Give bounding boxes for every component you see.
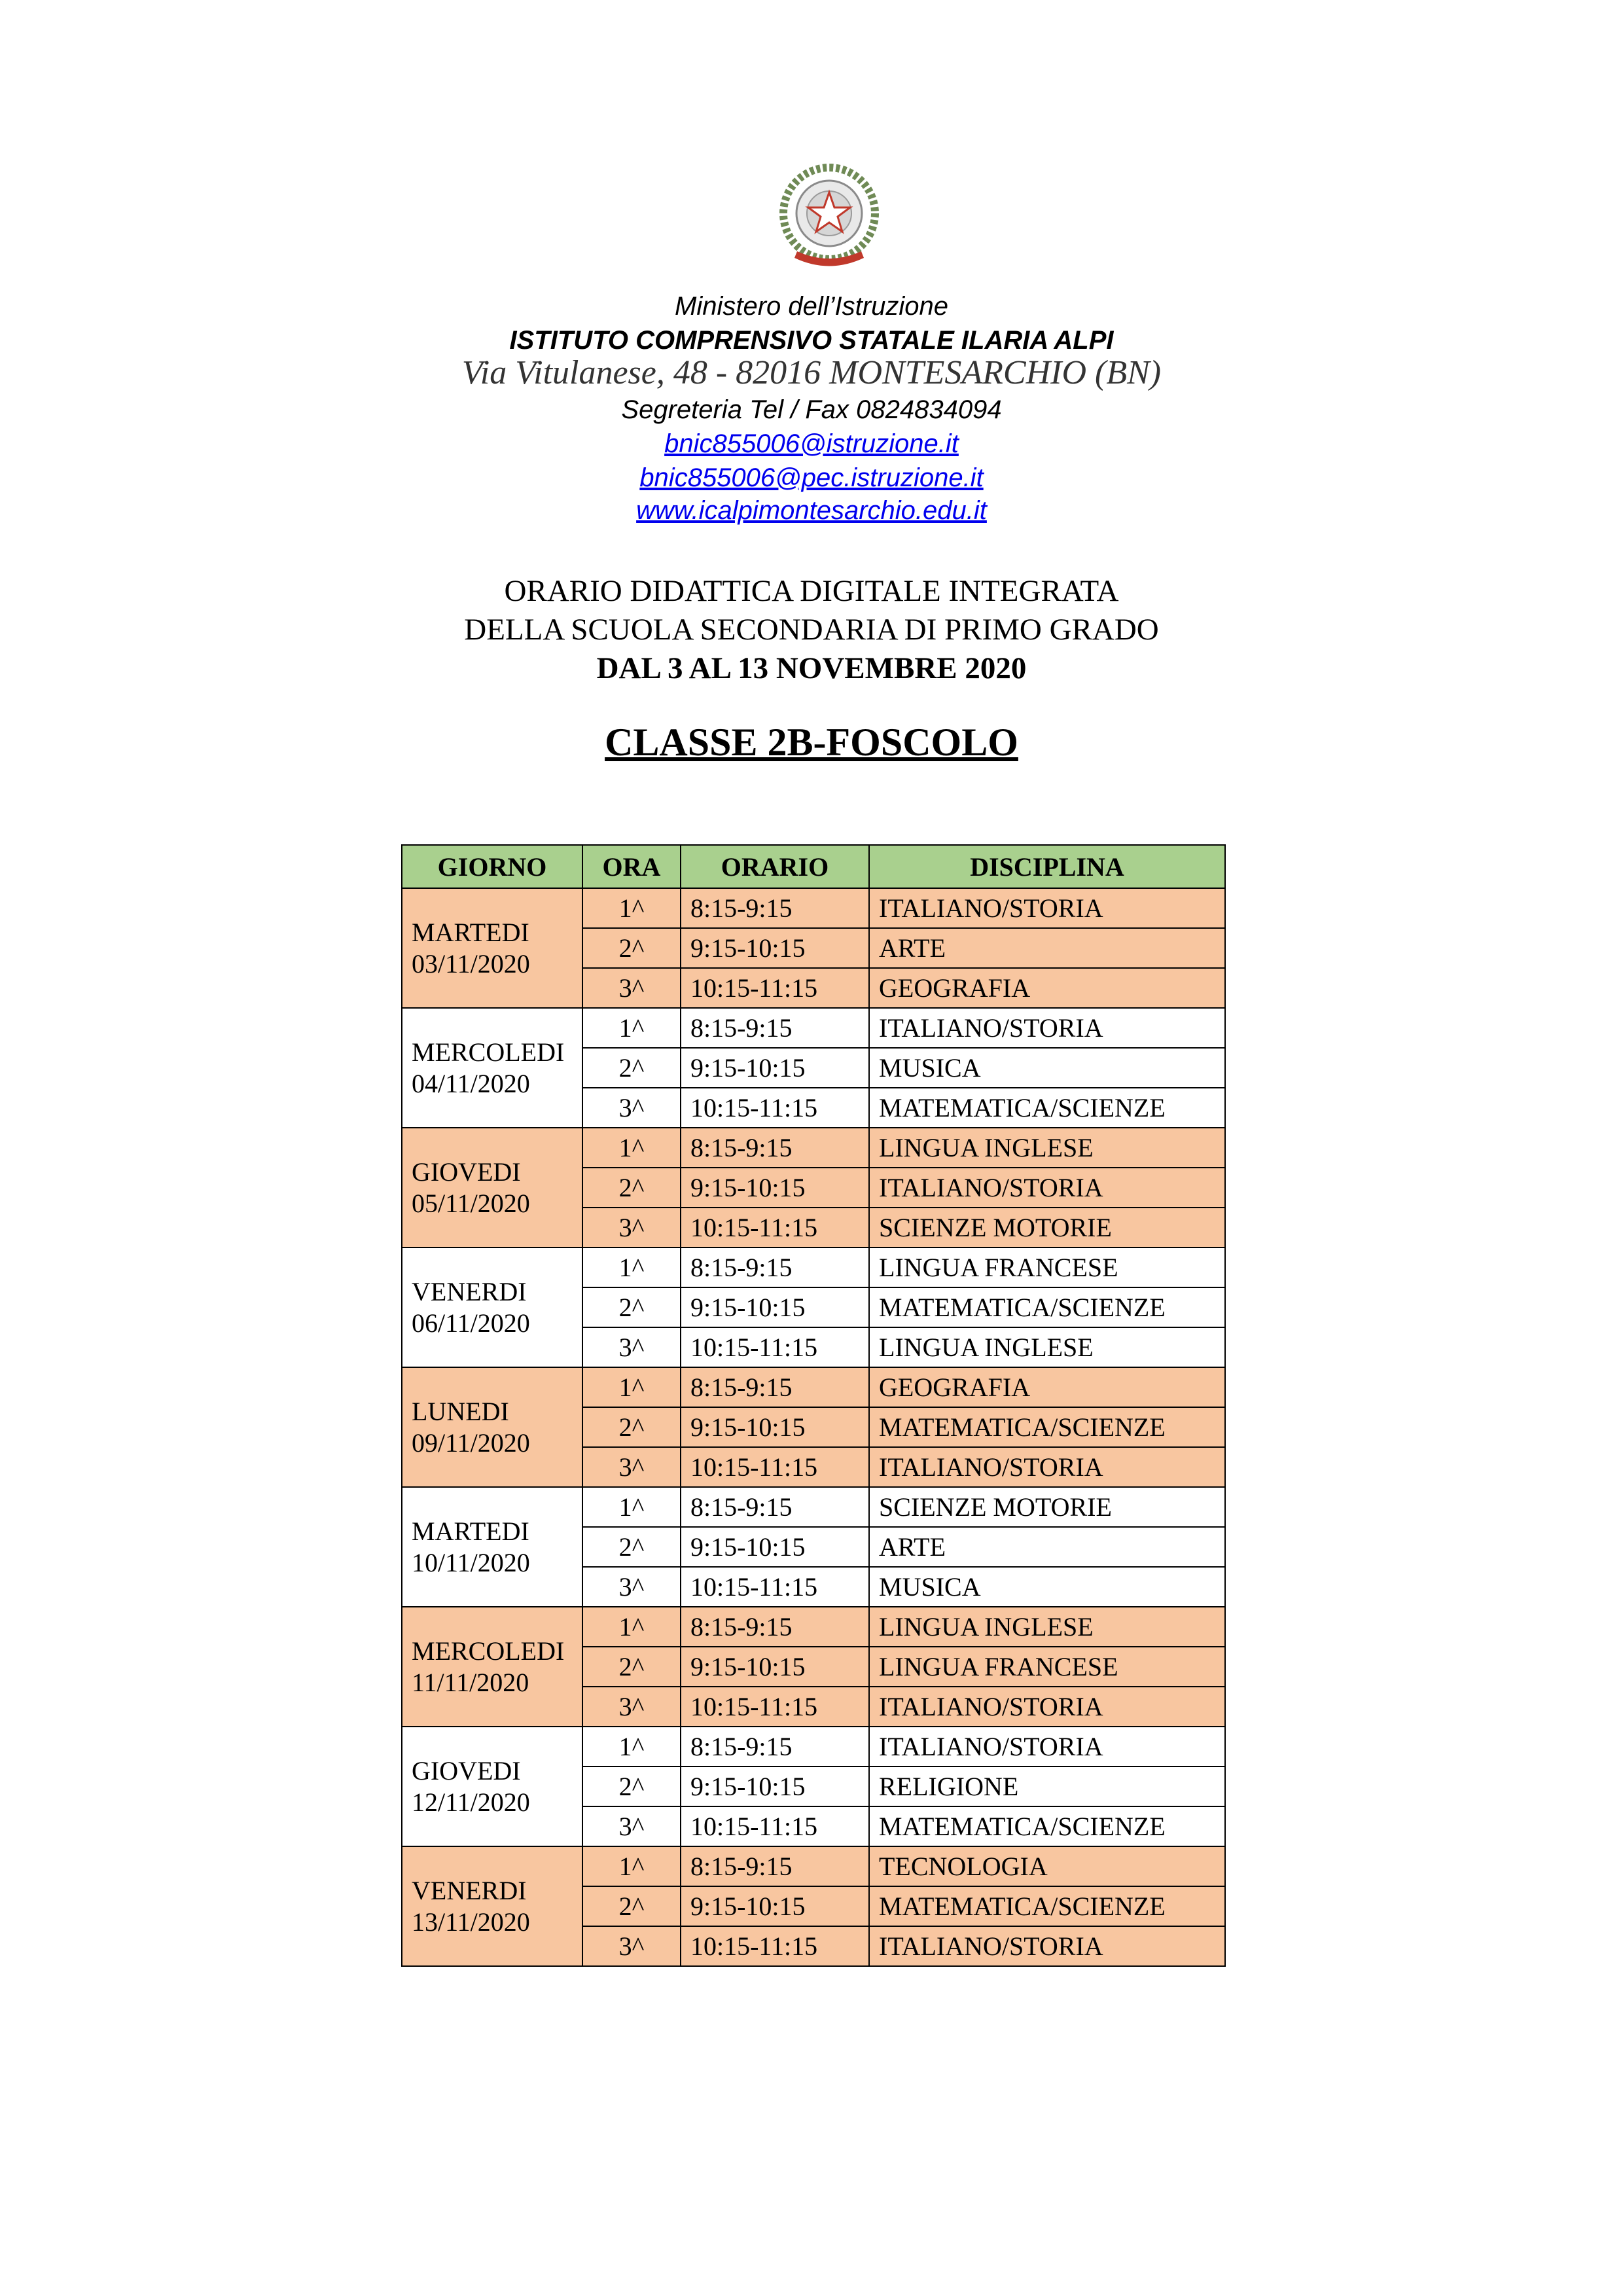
orario-cell: 10:15-11:15 bbox=[681, 1926, 869, 1966]
orario-cell: 8:15-9:15 bbox=[681, 1247, 869, 1287]
day-date: 06/11/2020 bbox=[412, 1308, 530, 1338]
orario-cell: 9:15-10:15 bbox=[681, 1048, 869, 1088]
table-row bbox=[402, 1607, 1225, 1647]
day-cell bbox=[402, 1367, 582, 1487]
day-date: 04/11/2020 bbox=[412, 1068, 530, 1098]
schedule-table bbox=[401, 844, 1226, 1967]
day-name: LUNEDI bbox=[412, 1397, 509, 1427]
day-name: MERCOLEDI bbox=[412, 1636, 565, 1666]
disciplina-cell: LINGUA FRANCESE bbox=[869, 1647, 1225, 1687]
schedule-body bbox=[402, 888, 1225, 1966]
disciplina-cell: LINGUA INGLESE bbox=[869, 1128, 1225, 1168]
orario-cell: 9:15-10:15 bbox=[681, 1407, 869, 1447]
disciplina-cell: ITALIANO/STORIA bbox=[869, 1168, 1225, 1208]
orario-cell: 8:15-9:15 bbox=[681, 1607, 869, 1647]
day-date: 10/11/2020 bbox=[412, 1547, 530, 1577]
ora-cell: 1^ bbox=[582, 1607, 681, 1647]
col-header-orario: ORARIO bbox=[681, 845, 869, 888]
ora-cell: 2^ bbox=[582, 1407, 681, 1447]
orario-cell: 10:15-11:15 bbox=[681, 1447, 869, 1487]
disciplina-cell: RELIGIONE bbox=[869, 1767, 1225, 1806]
orario-cell: 9:15-10:15 bbox=[681, 928, 869, 968]
orario-cell: 9:15-10:15 bbox=[681, 1287, 869, 1327]
table-row bbox=[402, 1487, 1225, 1527]
ora-cell: 2^ bbox=[582, 1048, 681, 1088]
orario-cell: 8:15-9:15 bbox=[681, 1367, 869, 1407]
disciplina-cell: TECNOLOGIA bbox=[869, 1846, 1225, 1886]
day-date: 03/11/2020 bbox=[412, 948, 530, 978]
day-name: GIOVEDI bbox=[412, 1157, 521, 1187]
orario-cell: 9:15-10:15 bbox=[681, 1647, 869, 1687]
disciplina-cell: MATEMATICA/SCIENZE bbox=[869, 1088, 1225, 1128]
table-row bbox=[402, 1008, 1225, 1048]
orario-cell: 8:15-9:15 bbox=[681, 1008, 869, 1048]
disciplina-cell: GEOGRAFIA bbox=[869, 1367, 1225, 1407]
class-title: CLASSE 2B-FOSCOLO bbox=[605, 721, 1018, 764]
ora-cell: 2^ bbox=[582, 1886, 681, 1926]
day-name: MARTEDI bbox=[412, 1516, 529, 1547]
orario-cell: 10:15-11:15 bbox=[681, 1327, 869, 1367]
table-header-row bbox=[402, 845, 1225, 888]
disciplina-cell: ITALIANO/STORIA bbox=[869, 1447, 1225, 1487]
orario-cell: 10:15-11:15 bbox=[681, 1208, 869, 1247]
day-name: VENERDI bbox=[412, 1277, 527, 1307]
disciplina-cell: ITALIANO/STORIA bbox=[869, 1008, 1225, 1048]
day-cell bbox=[402, 1607, 582, 1727]
ora-cell: 3^ bbox=[582, 1567, 681, 1607]
day-name: MERCOLEDI bbox=[412, 1037, 565, 1067]
ora-cell: 2^ bbox=[582, 1287, 681, 1327]
disciplina-cell: ITALIANO/STORIA bbox=[869, 1926, 1225, 1966]
orario-cell: 10:15-11:15 bbox=[681, 1567, 869, 1607]
school-name: ISTITUTO COMPRENSIVO STATALE ILARIA ALPI bbox=[509, 326, 1114, 355]
email-link[interactable]: bnic855006@istruzione.it bbox=[664, 429, 959, 458]
orario-cell: 8:15-9:15 bbox=[681, 888, 869, 928]
disciplina-cell: ITALIANO/STORIA bbox=[869, 888, 1225, 928]
orario-cell: 9:15-10:15 bbox=[681, 1767, 869, 1806]
ora-cell: 1^ bbox=[582, 888, 681, 928]
disciplina-cell: MUSICA bbox=[869, 1048, 1225, 1088]
ora-cell: 1^ bbox=[582, 1128, 681, 1168]
day-cell bbox=[402, 888, 582, 1008]
ora-cell: 3^ bbox=[582, 1806, 681, 1846]
disciplina-cell: SCIENZE MOTORIE bbox=[869, 1487, 1225, 1527]
disciplina-cell: LINGUA INGLESE bbox=[869, 1327, 1225, 1367]
col-header-giorno: GIORNO bbox=[402, 845, 582, 888]
orario-cell: 10:15-11:15 bbox=[681, 1806, 869, 1846]
title-line-2: DELLA SCUOLA SECONDARIA DI PRIMO GRADO bbox=[464, 613, 1159, 647]
day-cell bbox=[402, 1247, 582, 1367]
orario-cell: 10:15-11:15 bbox=[681, 1687, 869, 1727]
day-cell bbox=[402, 1487, 582, 1607]
title-line-1: ORARIO DIDATTICA DIGITALE INTEGRATA bbox=[504, 574, 1119, 608]
orario-cell: 10:15-11:15 bbox=[681, 1088, 869, 1128]
col-header-ora: ORA bbox=[582, 845, 681, 888]
disciplina-cell: ARTE bbox=[869, 928, 1225, 968]
day-cell bbox=[402, 1128, 582, 1247]
emblem-icon bbox=[775, 160, 883, 274]
ora-cell: 2^ bbox=[582, 928, 681, 968]
disciplina-cell: MATEMATICA/SCIENZE bbox=[869, 1287, 1225, 1327]
pec-link[interactable]: bnic855006@pec.istruzione.it bbox=[639, 463, 984, 492]
day-name: MARTEDI bbox=[412, 918, 529, 948]
disciplina-cell: MATEMATICA/SCIENZE bbox=[869, 1886, 1225, 1926]
disciplina-cell: ITALIANO/STORIA bbox=[869, 1687, 1225, 1727]
phone-fax: Segreteria Tel / Fax 0824834094 bbox=[621, 395, 1002, 424]
disciplina-cell: MATEMATICA/SCIENZE bbox=[869, 1407, 1225, 1447]
ora-cell: 1^ bbox=[582, 1727, 681, 1767]
orario-cell: 8:15-9:15 bbox=[681, 1846, 869, 1886]
table-row bbox=[402, 1247, 1225, 1287]
ora-cell: 3^ bbox=[582, 1926, 681, 1966]
orario-cell: 9:15-10:15 bbox=[681, 1168, 869, 1208]
ora-cell: 2^ bbox=[582, 1168, 681, 1208]
day-date: 13/11/2020 bbox=[412, 1907, 530, 1937]
table-row bbox=[402, 1367, 1225, 1407]
ora-cell: 1^ bbox=[582, 1487, 681, 1527]
day-cell bbox=[402, 1846, 582, 1966]
day-cell bbox=[402, 1727, 582, 1846]
website-link[interactable]: www.icalpimontesarchio.edu.it bbox=[636, 496, 987, 525]
title-period: DAL 3 AL 13 NOVEMBRE 2020 bbox=[596, 651, 1027, 685]
ora-cell: 1^ bbox=[582, 1367, 681, 1407]
ora-cell: 3^ bbox=[582, 968, 681, 1008]
orario-cell: 9:15-10:15 bbox=[681, 1886, 869, 1926]
school-address: Via Vitulanese, 48 - 82016 MONTESARCHIO (BN) bbox=[461, 354, 1162, 391]
ministry-name: Ministero dell’Istruzione bbox=[675, 292, 948, 321]
table-row bbox=[402, 1727, 1225, 1767]
ora-cell: 3^ bbox=[582, 1687, 681, 1727]
ora-cell: 2^ bbox=[582, 1647, 681, 1687]
orario-cell: 8:15-9:15 bbox=[681, 1128, 869, 1168]
ora-cell: 2^ bbox=[582, 1527, 681, 1567]
ora-cell: 3^ bbox=[582, 1208, 681, 1247]
table-row bbox=[402, 888, 1225, 928]
day-date: 09/11/2020 bbox=[412, 1427, 530, 1458]
disciplina-cell: SCIENZE MOTORIE bbox=[869, 1208, 1225, 1247]
ora-cell: 3^ bbox=[582, 1447, 681, 1487]
orario-cell: 8:15-9:15 bbox=[681, 1487, 869, 1527]
disciplina-cell: ARTE bbox=[869, 1527, 1225, 1567]
ora-cell: 3^ bbox=[582, 1327, 681, 1367]
orario-cell: 8:15-9:15 bbox=[681, 1727, 869, 1767]
table-row bbox=[402, 1846, 1225, 1886]
orario-cell: 10:15-11:15 bbox=[681, 968, 869, 1008]
ora-cell: 1^ bbox=[582, 1247, 681, 1287]
table-row bbox=[402, 1128, 1225, 1168]
disciplina-cell: LINGUA FRANCESE bbox=[869, 1247, 1225, 1287]
ora-cell: 1^ bbox=[582, 1846, 681, 1886]
day-date: 11/11/2020 bbox=[412, 1667, 529, 1697]
disciplina-cell: GEOGRAFIA bbox=[869, 968, 1225, 1008]
day-date: 12/11/2020 bbox=[412, 1787, 530, 1817]
disciplina-cell: LINGUA INGLESE bbox=[869, 1607, 1225, 1647]
orario-cell: 9:15-10:15 bbox=[681, 1527, 869, 1567]
ora-cell: 3^ bbox=[582, 1088, 681, 1128]
disciplina-cell: ITALIANO/STORIA bbox=[869, 1727, 1225, 1767]
col-header-disciplina: DISCIPLINA bbox=[869, 845, 1225, 888]
ora-cell: 1^ bbox=[582, 1008, 681, 1048]
day-name: VENERDI bbox=[412, 1876, 527, 1906]
day-cell bbox=[402, 1008, 582, 1128]
day-name: GIOVEDI bbox=[412, 1756, 521, 1786]
disciplina-cell: MUSICA bbox=[869, 1567, 1225, 1607]
disciplina-cell: MATEMATICA/SCIENZE bbox=[869, 1806, 1225, 1846]
day-date: 05/11/2020 bbox=[412, 1188, 530, 1218]
ora-cell: 2^ bbox=[582, 1767, 681, 1806]
